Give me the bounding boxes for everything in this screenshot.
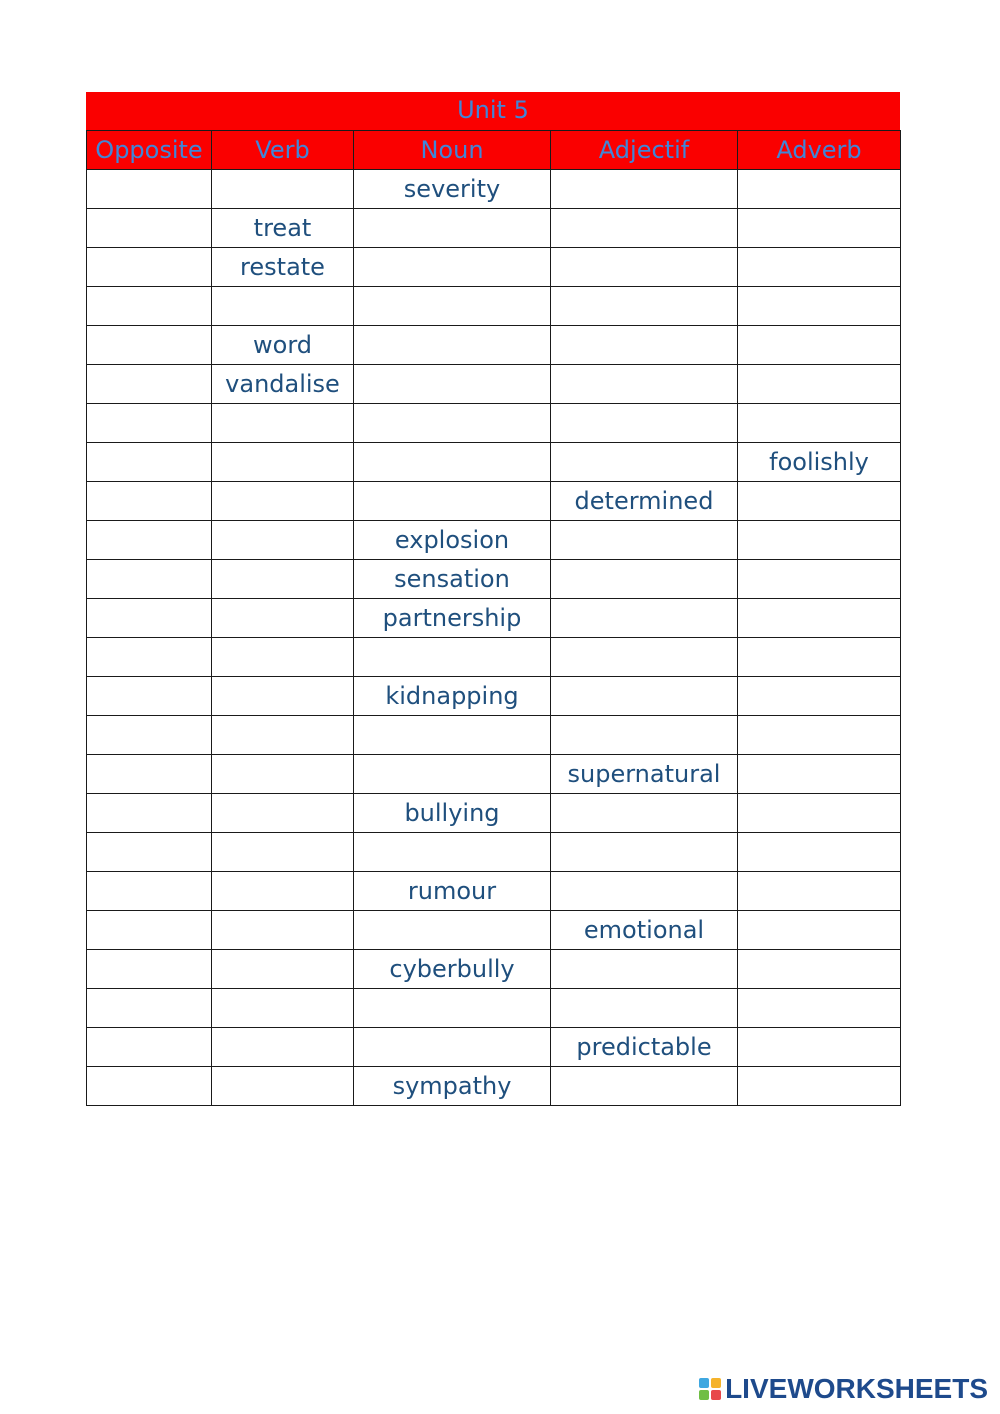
worksheet-title: Unit 5 xyxy=(86,92,900,130)
cell-adjective[interactable] xyxy=(551,1067,738,1106)
cell-adjective: determined xyxy=(551,482,738,521)
cell-opposite[interactable] xyxy=(87,560,212,599)
cell-opposite[interactable] xyxy=(87,989,212,1028)
cell-adjective[interactable] xyxy=(551,872,738,911)
cell-opposite[interactable] xyxy=(87,248,212,287)
cell-noun[interactable] xyxy=(354,404,551,443)
liveworksheets-logo-icon xyxy=(699,1378,721,1400)
worksheet xyxy=(86,92,900,1106)
cell-adverb[interactable] xyxy=(738,950,901,989)
cell-opposite[interactable] xyxy=(87,638,212,677)
cell-noun: sensation xyxy=(354,560,551,599)
cell-adverb[interactable] xyxy=(738,365,901,404)
cell-adverb[interactable] xyxy=(738,170,901,209)
header-verb: Verb xyxy=(212,131,354,170)
cell-opposite[interactable] xyxy=(87,287,212,326)
cell-verb[interactable] xyxy=(212,833,354,872)
header-adverb: Adverb xyxy=(738,131,901,170)
cell-adjective[interactable] xyxy=(551,404,738,443)
table-row xyxy=(87,833,901,872)
table-row xyxy=(87,911,901,950)
cell-adjective[interactable] xyxy=(551,716,738,755)
cell-verb[interactable] xyxy=(212,950,354,989)
table-row xyxy=(87,482,901,521)
cell-noun: explosion xyxy=(354,521,551,560)
cell-adjective[interactable] xyxy=(551,638,738,677)
cell-adverb[interactable] xyxy=(738,560,901,599)
header-row xyxy=(87,131,901,170)
cell-adverb[interactable] xyxy=(738,755,901,794)
cell-opposite[interactable] xyxy=(87,1028,212,1067)
cell-adjective[interactable] xyxy=(551,209,738,248)
cell-noun: bullying xyxy=(354,794,551,833)
cell-noun[interactable] xyxy=(354,833,551,872)
cell-adjective[interactable] xyxy=(551,521,738,560)
cell-adjective: predictable xyxy=(551,1028,738,1067)
table-row xyxy=(87,599,901,638)
cell-verb[interactable] xyxy=(212,1067,354,1106)
cell-verb[interactable] xyxy=(212,599,354,638)
cell-verb[interactable] xyxy=(212,404,354,443)
cell-adverb: foolishly xyxy=(738,443,901,482)
cell-opposite[interactable] xyxy=(87,833,212,872)
table-row xyxy=(87,365,901,404)
table-row xyxy=(87,170,901,209)
table-row xyxy=(87,794,901,833)
cell-verb[interactable] xyxy=(212,872,354,911)
cell-noun[interactable] xyxy=(354,1028,551,1067)
cell-noun[interactable] xyxy=(354,911,551,950)
cell-verb[interactable] xyxy=(212,755,354,794)
cell-verb[interactable] xyxy=(212,989,354,1028)
cell-opposite[interactable] xyxy=(87,170,212,209)
cell-opposite[interactable] xyxy=(87,404,212,443)
cell-opposite[interactable] xyxy=(87,950,212,989)
cell-adverb[interactable] xyxy=(738,404,901,443)
table-row xyxy=(87,989,901,1028)
cell-adjective[interactable] xyxy=(551,443,738,482)
table-row xyxy=(87,1028,901,1067)
cell-adjective[interactable] xyxy=(551,560,738,599)
cell-opposite[interactable] xyxy=(87,1067,212,1106)
cell-noun: partnership xyxy=(354,599,551,638)
cell-verb[interactable] xyxy=(212,716,354,755)
cell-opposite[interactable] xyxy=(87,209,212,248)
cell-opposite[interactable] xyxy=(87,365,212,404)
cell-adjective[interactable] xyxy=(551,365,738,404)
cell-adverb[interactable] xyxy=(738,989,901,1028)
cell-opposite[interactable] xyxy=(87,911,212,950)
cell-adjective[interactable] xyxy=(551,950,738,989)
cell-opposite[interactable] xyxy=(87,716,212,755)
cell-adverb[interactable] xyxy=(738,599,901,638)
cell-noun: cyberbully xyxy=(354,950,551,989)
cell-adverb[interactable] xyxy=(738,677,901,716)
cell-verb: word xyxy=(212,326,354,365)
cell-adverb[interactable] xyxy=(738,911,901,950)
cell-adverb[interactable] xyxy=(738,326,901,365)
cell-adverb[interactable] xyxy=(738,794,901,833)
cell-noun[interactable] xyxy=(354,326,551,365)
cell-verb[interactable] xyxy=(212,638,354,677)
cell-adverb[interactable] xyxy=(738,638,901,677)
header-opposite: Opposite xyxy=(87,131,212,170)
table-row xyxy=(87,677,901,716)
cell-opposite[interactable] xyxy=(87,443,212,482)
cell-adverb[interactable] xyxy=(738,287,901,326)
table-row xyxy=(87,1067,901,1106)
cell-verb[interactable] xyxy=(212,287,354,326)
cell-verb[interactable] xyxy=(212,677,354,716)
cell-noun: sympathy xyxy=(354,1067,551,1106)
liveworksheets-brand xyxy=(699,1374,988,1404)
cell-noun[interactable] xyxy=(354,989,551,1028)
cell-verb: treat xyxy=(212,209,354,248)
cell-adverb[interactable] xyxy=(738,248,901,287)
cell-verb[interactable] xyxy=(212,482,354,521)
table-body xyxy=(87,170,901,1106)
cell-adverb[interactable] xyxy=(738,833,901,872)
cell-adverb[interactable] xyxy=(738,716,901,755)
word-formation-table xyxy=(86,130,901,1106)
cell-noun: severity xyxy=(354,170,551,209)
cell-verb[interactable] xyxy=(212,521,354,560)
cell-verb[interactable] xyxy=(212,443,354,482)
cell-adjective[interactable] xyxy=(551,677,738,716)
cell-verb[interactable] xyxy=(212,911,354,950)
cell-noun[interactable] xyxy=(354,287,551,326)
cell-verb: vandalise xyxy=(212,365,354,404)
cell-adjective[interactable] xyxy=(551,326,738,365)
header-adjective: Adjectif xyxy=(551,131,738,170)
cell-opposite[interactable] xyxy=(87,872,212,911)
cell-adjective[interactable] xyxy=(551,170,738,209)
table-row xyxy=(87,209,901,248)
cell-opposite[interactable] xyxy=(87,521,212,560)
cell-adjective[interactable] xyxy=(551,248,738,287)
cell-verb[interactable] xyxy=(212,1028,354,1067)
cell-noun: rumour xyxy=(354,872,551,911)
cell-adjective[interactable] xyxy=(551,833,738,872)
cell-noun[interactable] xyxy=(354,365,551,404)
cell-noun[interactable] xyxy=(354,443,551,482)
table-row xyxy=(87,950,901,989)
cell-noun[interactable] xyxy=(354,482,551,521)
cell-opposite[interactable] xyxy=(87,677,212,716)
brand-text: LIVEWORKSHEETS xyxy=(725,1373,988,1404)
cell-opposite[interactable] xyxy=(87,326,212,365)
cell-adverb[interactable] xyxy=(738,521,901,560)
table-row xyxy=(87,872,901,911)
table-row xyxy=(87,560,901,599)
cell-adverb[interactable] xyxy=(738,872,901,911)
table-row xyxy=(87,248,901,287)
table-row xyxy=(87,443,901,482)
cell-adverb[interactable] xyxy=(738,1067,901,1106)
cell-adjective[interactable] xyxy=(551,287,738,326)
cell-verb[interactable] xyxy=(212,170,354,209)
cell-opposite[interactable] xyxy=(87,482,212,521)
cell-opposite[interactable] xyxy=(87,755,212,794)
cell-noun[interactable] xyxy=(354,209,551,248)
table-row xyxy=(87,404,901,443)
table-row xyxy=(87,638,901,677)
cell-adverb[interactable] xyxy=(738,482,901,521)
cell-verb[interactable] xyxy=(212,794,354,833)
cell-verb[interactable] xyxy=(212,560,354,599)
table-row xyxy=(87,326,901,365)
cell-adverb[interactable] xyxy=(738,209,901,248)
table-row xyxy=(87,755,901,794)
table-row xyxy=(87,287,901,326)
header-noun: Noun xyxy=(354,131,551,170)
cell-adjective[interactable] xyxy=(551,794,738,833)
cell-adjective: emotional xyxy=(551,911,738,950)
cell-adverb[interactable] xyxy=(738,1028,901,1067)
cell-verb: restate xyxy=(212,248,354,287)
cell-opposite[interactable] xyxy=(87,599,212,638)
cell-noun[interactable] xyxy=(354,248,551,287)
cell-opposite[interactable] xyxy=(87,794,212,833)
table-row xyxy=(87,521,901,560)
cell-adjective[interactable] xyxy=(551,989,738,1028)
cell-noun[interactable] xyxy=(354,638,551,677)
table-row xyxy=(87,716,901,755)
cell-noun[interactable] xyxy=(354,716,551,755)
cell-adjective[interactable] xyxy=(551,599,738,638)
cell-adjective: supernatural xyxy=(551,755,738,794)
cell-noun: kidnapping xyxy=(354,677,551,716)
cell-noun[interactable] xyxy=(354,755,551,794)
